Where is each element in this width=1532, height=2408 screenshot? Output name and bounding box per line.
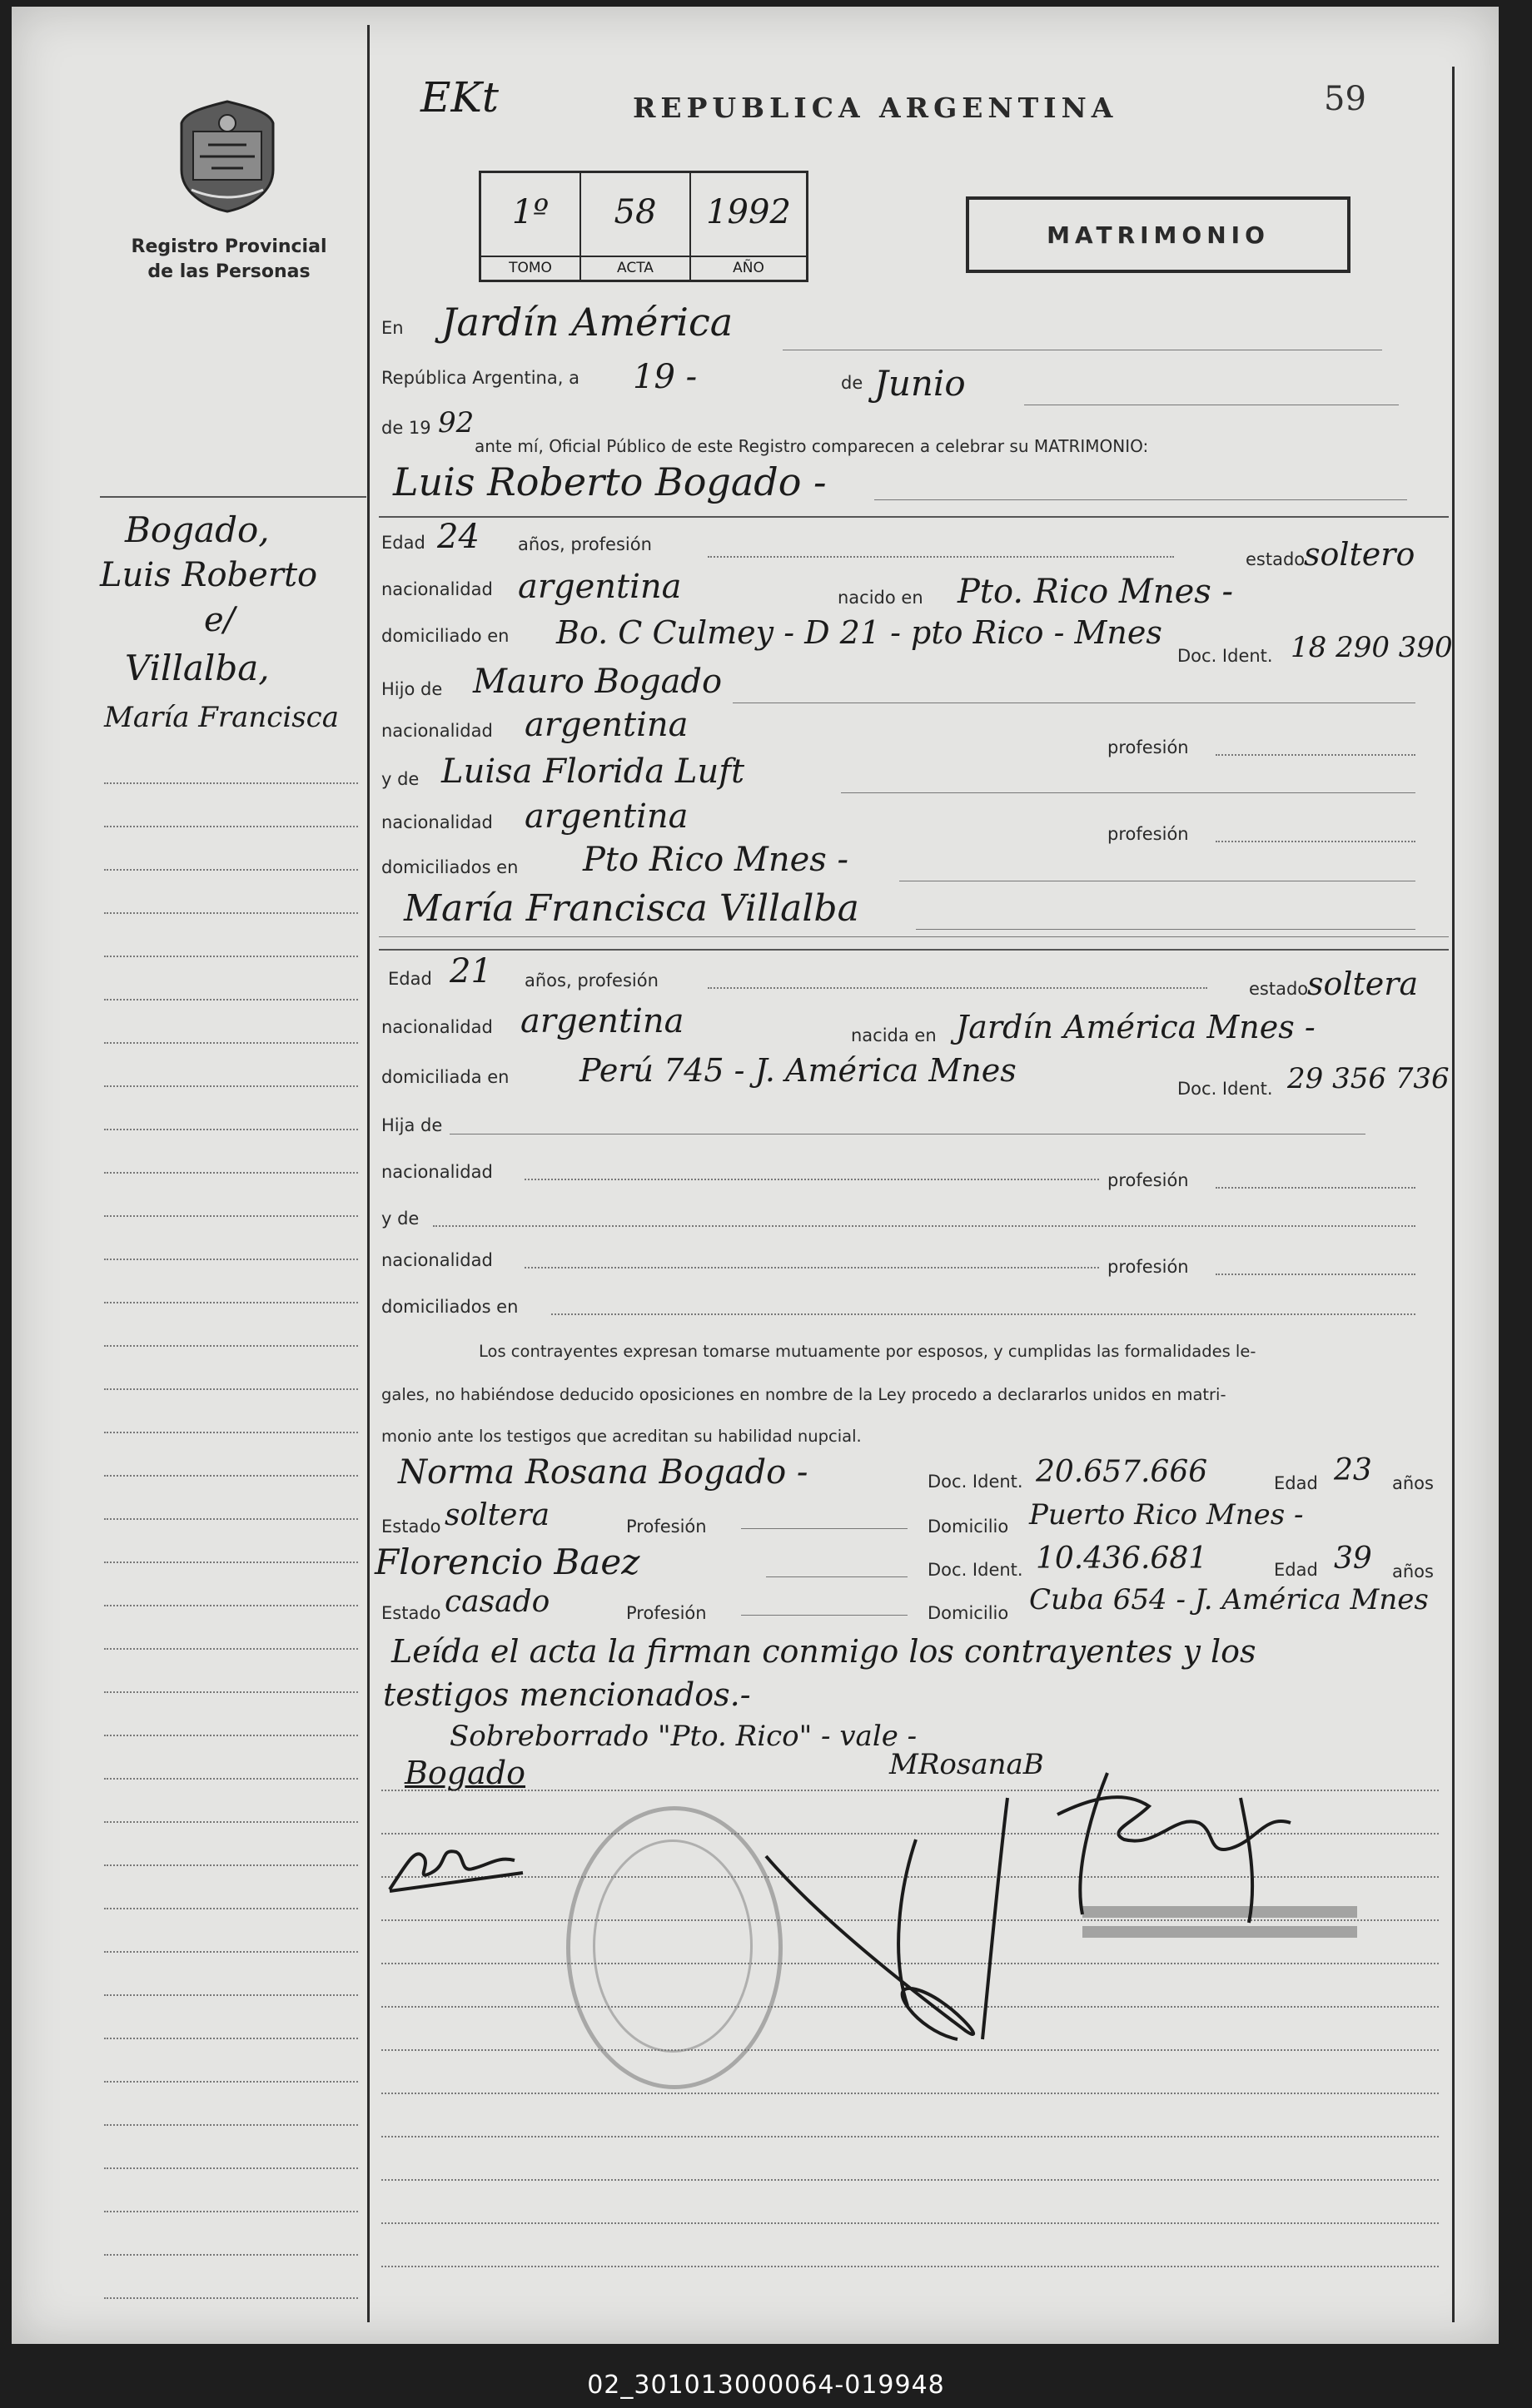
bride-mother-nat-label: nacionalidad xyxy=(381,1250,493,1270)
bride-estado-label: estado xyxy=(1249,979,1309,999)
corner-mark: EKt xyxy=(420,73,499,122)
groom-parents-dom-label: domiciliados en xyxy=(381,857,519,877)
groom-age: 24 xyxy=(437,518,480,556)
place-value: Jardín América xyxy=(441,300,734,345)
witness2-signature-scribble xyxy=(749,1790,1024,2056)
witness1-edad-label: Edad xyxy=(1274,1473,1318,1493)
margin-ruled-line xyxy=(104,869,358,871)
bride-mother-nat-line xyxy=(525,1267,1099,1269)
bride-father-nat-label: nacionalidad xyxy=(381,1162,493,1182)
declaration-line3: monio ante los testigos que acreditan su habilidad nupcial. xyxy=(381,1427,862,1446)
witness2-anos-label: años xyxy=(1392,1561,1434,1581)
groom-domiciliado-label: domiciliado en xyxy=(381,626,510,646)
margin-ruled-line xyxy=(104,1475,358,1477)
groom-father-prof-line xyxy=(1216,754,1415,756)
body-ruled-line xyxy=(381,2093,1439,2094)
closing-line1: Leída el acta la firman conmigo los contrayentes y los xyxy=(391,1633,1256,1670)
bride-estado: soltera xyxy=(1307,966,1419,1002)
witness1-doc-label: Doc. Ident. xyxy=(928,1472,1023,1492)
bride-yde-label: y de xyxy=(381,1209,420,1229)
witness1-doc: 20.657.666 xyxy=(1036,1455,1208,1489)
margin-ruled-line xyxy=(104,2211,358,2212)
margin-ruled-line xyxy=(104,782,358,784)
registry-name: Registro Provincial de las Personas xyxy=(131,236,327,282)
margin-note-line3: e/ xyxy=(204,601,236,639)
anio-value: 1992 xyxy=(706,193,791,231)
groom-mother-prof-label: profesión xyxy=(1107,824,1189,844)
bride-father-nat-line xyxy=(525,1179,1099,1180)
acta-value: 58 xyxy=(614,193,657,231)
margin-ruled-line xyxy=(104,1302,358,1303)
margin-ruled-line xyxy=(104,1605,358,1606)
margin-ruled-line xyxy=(104,1345,358,1347)
register-box xyxy=(479,171,808,282)
bride-name-rule xyxy=(379,936,1449,937)
witness2-estado: casado xyxy=(445,1585,550,1619)
margin-ruled-line xyxy=(104,1821,358,1823)
de-label: de xyxy=(841,373,863,393)
witness2-edad-label: Edad xyxy=(1274,1560,1318,1580)
groom-edad-label: Edad xyxy=(381,533,425,553)
folio-number: 59 xyxy=(1324,80,1366,118)
acta-label: ACTA xyxy=(581,256,689,276)
margin-header-rule xyxy=(100,496,366,498)
witness1-address: Puerto Rico Mnes - xyxy=(1029,1498,1304,1532)
groom-mother: Luisa Florida Luft xyxy=(441,752,745,791)
witness2-doc-label: Doc. Ident. xyxy=(928,1560,1023,1580)
witness1-age: 23 xyxy=(1334,1453,1372,1487)
groom-mother-prof-line xyxy=(1216,841,1415,842)
en-label: En xyxy=(381,318,404,338)
coat-of-arms-icon xyxy=(175,98,280,215)
declaration-line2: gales, no habiéndose deducido oposiciones en nombre de la Ley procedo a declararlos unidos en matri- xyxy=(381,1385,1226,1404)
anio-label: AÑO xyxy=(691,256,806,276)
bride-age: 21 xyxy=(450,952,492,991)
day-value: 19 - xyxy=(633,358,698,396)
groom-name-line xyxy=(874,499,1407,500)
margin-ruled-line xyxy=(104,2167,358,2169)
bride-name-line xyxy=(916,929,1415,930)
groom-mother-nationality: argentina xyxy=(525,797,689,836)
witness1-profesion-label: Profesión xyxy=(626,1517,707,1537)
groom-doc: 18 290 390 xyxy=(1291,631,1453,664)
bride-parents-dom-line xyxy=(551,1313,1415,1315)
margin-ruled-line xyxy=(104,1864,358,1866)
margin-ruled-line xyxy=(104,1648,358,1650)
witness1-signature: MRosanaB xyxy=(889,1748,1044,1781)
witness2-profesion-line xyxy=(741,1615,908,1616)
bride-domiciliada-label: domiciliada en xyxy=(381,1067,510,1087)
bride-edad-label: Edad xyxy=(388,969,432,989)
witness2-name: Florencio Baez xyxy=(375,1542,640,1582)
margin-ruled-line xyxy=(104,912,358,914)
margin-ruled-line xyxy=(104,1951,358,1953)
witness1-domicilio-label: Domicilio xyxy=(928,1517,1009,1537)
margin-ruled-line xyxy=(104,1129,358,1130)
groom-father-nationality: argentina xyxy=(525,706,689,744)
groom-address: Bo. C Culmey - D 21 - pto Rico - Mnes xyxy=(556,614,1162,651)
margin-ruled-line xyxy=(104,1908,358,1909)
groom-father-nat-label: nacionalidad xyxy=(381,721,493,741)
right-margin-line xyxy=(1452,67,1455,2322)
year-suffix: 92 xyxy=(438,406,475,439)
groom-father: Mauro Bogado xyxy=(473,663,723,701)
bride-father-prof-label: profesión xyxy=(1107,1170,1189,1190)
bride-nationality: argentina xyxy=(520,1002,684,1040)
bride-profesion-line xyxy=(708,987,1207,989)
official-seal-inner-ring xyxy=(593,1840,753,2053)
margin-ruled-line xyxy=(104,1259,358,1260)
margin-ruled-line xyxy=(104,1561,358,1563)
groom-doc-label: Doc. Ident. xyxy=(1177,646,1273,666)
margin-ruled-line xyxy=(104,826,358,827)
groom-nacionalidad-label: nacionalidad xyxy=(381,579,493,599)
margin-ruled-line xyxy=(104,1172,358,1174)
margin-ruled-line xyxy=(104,2124,358,2126)
file-name-caption: 02_301013000064-019948 xyxy=(587,2371,945,2400)
body-ruled-line xyxy=(381,2179,1439,2181)
margin-ruled-line xyxy=(104,1388,358,1390)
witness1-estado: soltera xyxy=(445,1498,550,1532)
closing-line2: testigos mencionados.- xyxy=(383,1676,751,1713)
groom-mother-line xyxy=(841,792,1415,793)
margin-note-line4: Villalba, xyxy=(125,648,270,688)
margin-ruled-line xyxy=(104,1215,358,1217)
groom-estado-label: estado xyxy=(1246,549,1306,569)
official-signature-scribble xyxy=(1041,1765,1324,1931)
declaration-line1: Los contrayentes expresan tomarse mutuamente por esposos, y cumplidas las formalidades le- xyxy=(479,1342,1256,1361)
bride-name: María Francisca Villalba xyxy=(404,887,859,930)
bride-doc-label: Doc. Ident. xyxy=(1177,1079,1273,1099)
bride-profesion-label: años, profesión xyxy=(525,971,659,991)
bride-mother-prof-label: profesión xyxy=(1107,1257,1189,1277)
margin-ruled-line xyxy=(104,2297,358,2299)
left-column-divider xyxy=(367,25,370,2322)
document-type-box: MATRIMONIO xyxy=(966,196,1350,273)
body-ruled-line xyxy=(381,2222,1439,2224)
margin-note-line1: Bogado, xyxy=(125,509,270,550)
witness2-address: Cuba 654 - J. América Mnes xyxy=(1029,1583,1429,1616)
country-title: REPUBLICA ARGENTINA xyxy=(633,92,1118,124)
tomo-label: TOMO xyxy=(481,256,579,276)
acta-cell xyxy=(581,173,691,280)
bride-section-top-rule xyxy=(379,949,1449,951)
closing-line3: Sobreborrado "Pto. Rico" - vale - xyxy=(450,1720,918,1753)
bride-parents-dom-label: domiciliados en xyxy=(381,1297,519,1317)
margin-ruled-line xyxy=(104,1518,358,1520)
bride-mother-prof-line xyxy=(1216,1274,1415,1275)
bride-nacionalidad-label: nacionalidad xyxy=(381,1017,493,1037)
body-ruled-line xyxy=(381,2136,1439,2137)
margin-ruled-line xyxy=(104,1778,358,1780)
witness2-name-line xyxy=(766,1576,908,1577)
republic-label: República Argentina, a xyxy=(381,368,579,388)
groom-name: Luis Roberto Bogado - xyxy=(393,459,827,504)
bride-nacida-label: nacida en xyxy=(851,1025,937,1045)
groom-nacido-label: nacido en xyxy=(838,588,923,608)
witness1-estado-label: Estado xyxy=(381,1517,441,1537)
tomo-cell xyxy=(481,173,581,280)
witness2-estado-label: Estado xyxy=(381,1603,441,1623)
margin-ruled-line xyxy=(104,1432,358,1433)
bride-hija-label: Hija de xyxy=(381,1115,443,1135)
groom-hijo-label: Hijo de xyxy=(381,679,443,699)
anio-cell xyxy=(691,173,806,280)
bride-yde-line xyxy=(433,1225,1415,1227)
margin-ruled-line xyxy=(104,1085,358,1087)
witness2-age: 39 xyxy=(1334,1542,1372,1576)
bride-doc: 29 356 736 xyxy=(1287,1062,1450,1095)
tomo-value: 1º xyxy=(511,193,550,231)
groom-signature: Bogado xyxy=(405,1755,525,1791)
witness1-anos-label: años xyxy=(1392,1473,1434,1493)
witness1-name: Norma Rosana Bogado - xyxy=(398,1453,808,1492)
groom-profesion-label: años, profesión xyxy=(518,534,652,554)
witness1-profesion-line xyxy=(741,1528,908,1529)
margin-ruled-line xyxy=(104,2254,358,2256)
bride-father-prof-line xyxy=(1216,1187,1415,1189)
year-prefix: de 19 xyxy=(381,418,431,438)
month-value: Junio xyxy=(874,363,966,404)
groom-parents-address: Pto Rico Mnes - xyxy=(583,841,849,879)
bride-birthplace: Jardín América Mnes - xyxy=(956,1009,1316,1045)
margin-ruled-line xyxy=(104,2081,358,2083)
groom-nationality: argentina xyxy=(518,568,682,606)
body-ruled-line xyxy=(381,2266,1439,2267)
intro-text: ante mí, Oficial Público de este Registro comparecen a celebrar su MATRIMONIO: xyxy=(475,436,1149,456)
groom-birthplace: Pto. Rico Mnes - xyxy=(958,573,1234,611)
witness2-profesion-label: Profesión xyxy=(626,1603,707,1623)
margin-ruled-line xyxy=(104,1735,358,1736)
margin-note-line2: Luis Roberto xyxy=(100,556,318,594)
margin-ruled-line xyxy=(104,1042,358,1044)
witness2-doc: 10.436.681 xyxy=(1036,1542,1208,1576)
margin-ruled-line xyxy=(104,1994,358,1996)
witness2-domicilio-label: Domicilio xyxy=(928,1603,1009,1623)
bride-address: Perú 745 - J. América Mnes xyxy=(579,1052,1017,1089)
groom-mother-nat-label: nacionalidad xyxy=(381,812,493,832)
groom-estado: soltero xyxy=(1304,536,1415,573)
margin-ruled-line xyxy=(104,2038,358,2039)
margin-note-line5: María Francisca xyxy=(104,701,339,734)
groom-yde-label: y de xyxy=(381,769,420,789)
margin-ruled-line xyxy=(104,1691,358,1693)
bride-signature-scribble xyxy=(381,1831,548,1898)
margin-ruled-line xyxy=(104,956,358,957)
groom-profesion-line xyxy=(708,556,1174,558)
margin-ruled-line xyxy=(104,999,358,1000)
groom-father-prof-label: profesión xyxy=(1107,737,1189,757)
groom-section-top-rule xyxy=(379,516,1449,518)
